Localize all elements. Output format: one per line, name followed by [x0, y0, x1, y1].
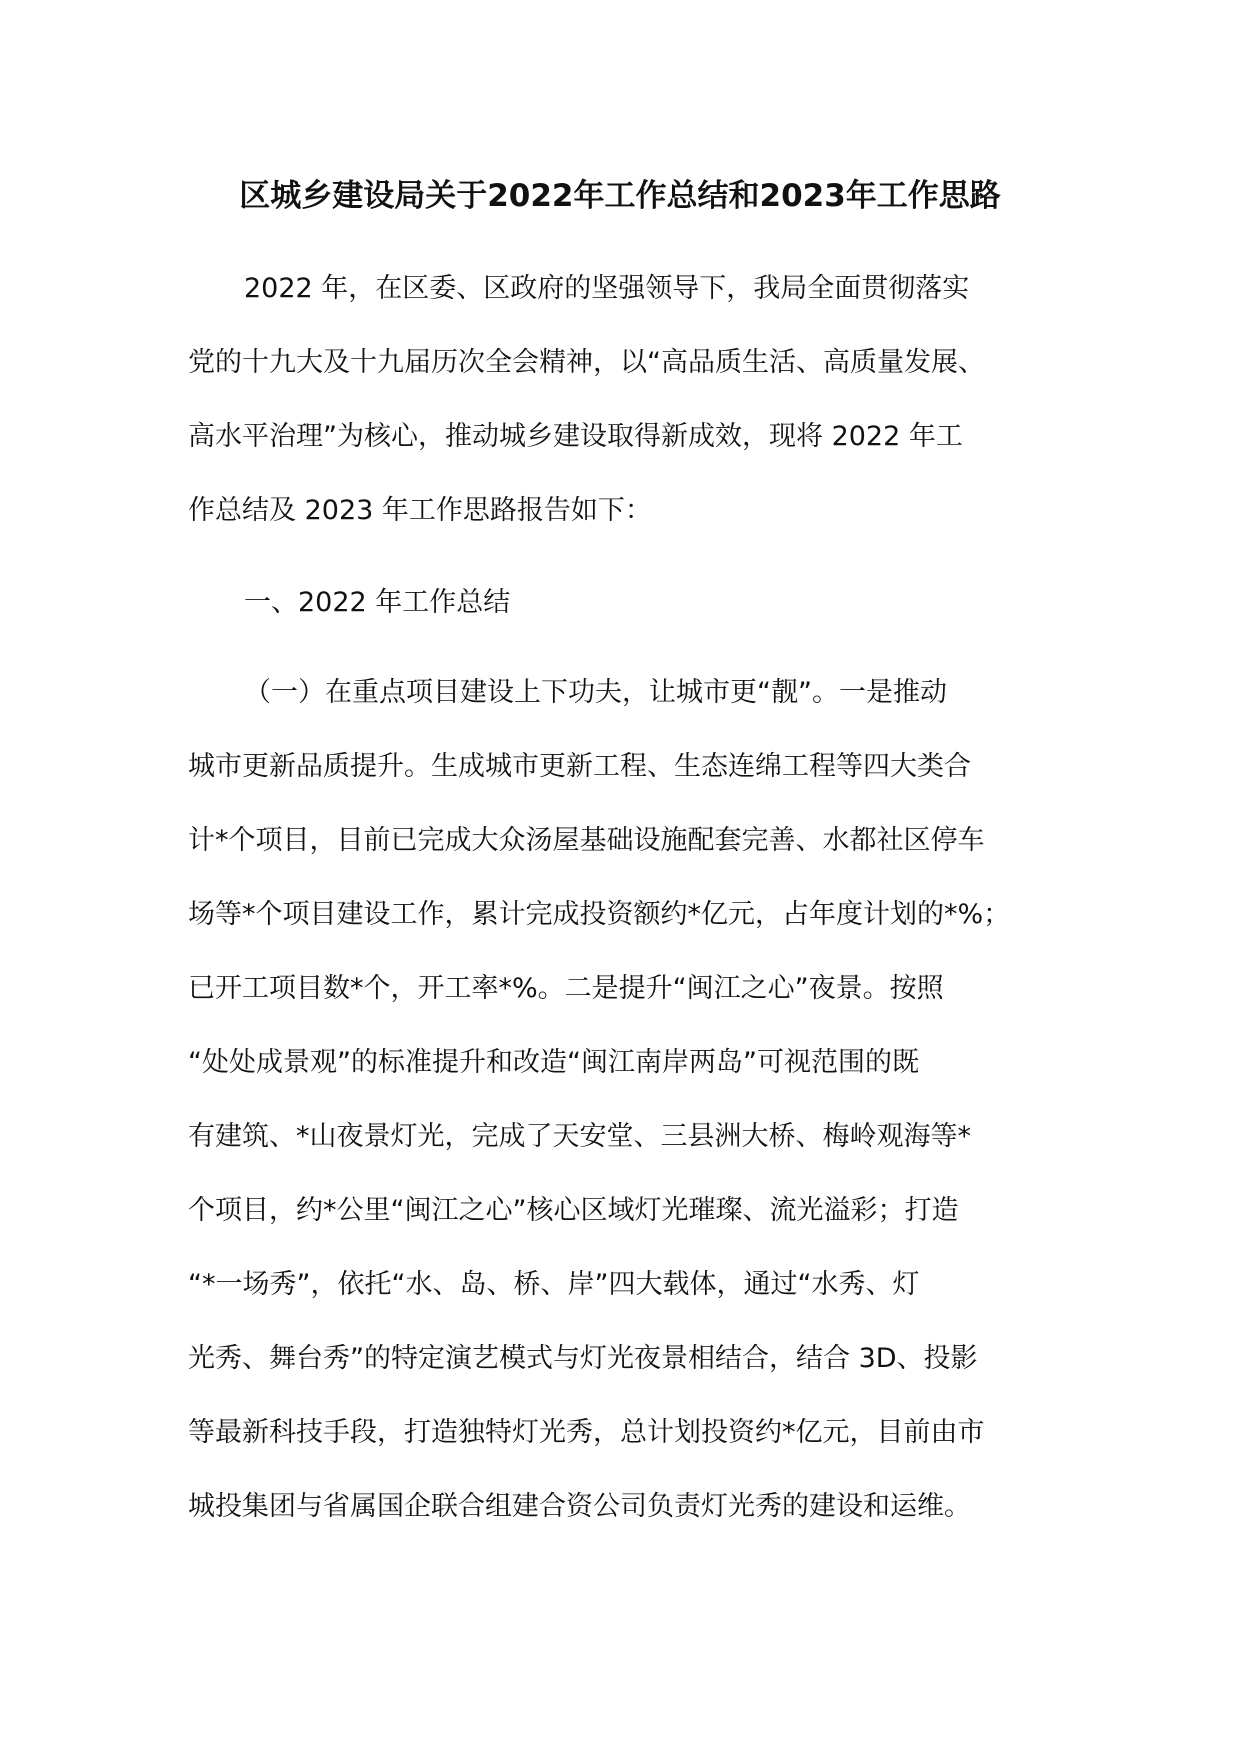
paragraph-line: 场等*个项目建设工作，累计完成投资额约*亿元，占年度计划的*%；: [188, 899, 1011, 930]
paragraph-line: “处处成景观”的标准提升和改造“闽江南岸两岛”可视范围的既: [188, 1047, 919, 1078]
paragraph-line: 光秀、舞台秀”的特定演艺模式与灯光夜景相结合，结合 3D、投影: [188, 1343, 978, 1374]
paragraph-line: 城市更新品质提升。生成城市更新工程、生态连绵工程等四大类合: [188, 751, 971, 782]
intro-paragraph: [188, 252, 1088, 548]
paragraph-line: 城投集团与省属国企联合组建合资公司负责灯光秀的建设和运维。: [188, 1491, 971, 1522]
paragraph-line: 已开工项目数*个，开工率*%。二是提升“闽江之心”夜景。按照: [188, 973, 944, 1004]
paragraph-line: 作总结及 2023 年工作思路报告如下：: [188, 495, 652, 526]
paragraph-line: 有建筑、*山夜景灯光，完成了天安堂、三县洲大桥、梅岭观海等*: [188, 1121, 971, 1152]
paragraph-line: （一）在重点项目建设上下功夫，让城市更“靓”。一是推动: [244, 677, 947, 708]
paragraph-line: 个项目，约*公里“闽江之心”核心区域灯光璀璨、流光溢彩；打造: [188, 1195, 959, 1226]
paragraph-line: 2022 年，在区委、区政府的坚强领导下，我局全面贯彻落实: [244, 273, 970, 304]
paragraph-line: 计*个项目，目前已完成大众汤屋基础设施配套完善、水都社区停车: [188, 825, 985, 856]
paragraph-line: 等最新科技手段，打造独特灯光秀，总计划投资约*亿元，目前由市: [188, 1417, 985, 1448]
section-heading-text: 一、2022 年工作总结: [244, 587, 511, 618]
key-projects-paragraph: [188, 656, 1088, 1544]
paragraph-line: 高水平治理”为核心，推动城乡建设取得新成效，现将 2022 年工: [188, 421, 963, 452]
section-heading: [188, 566, 1088, 640]
paragraph-line: “*一场秀”，依托“水、岛、桥、岸”四大载体，通过“水秀、灯: [188, 1269, 920, 1300]
document-title: 区城乡建设局关于2022年工作总结和2023年工作思路: [239, 178, 1001, 214]
paragraph-line: 党的十九大及十九届历次全会精神，以“高品质生活、高质量发展、: [188, 347, 985, 378]
